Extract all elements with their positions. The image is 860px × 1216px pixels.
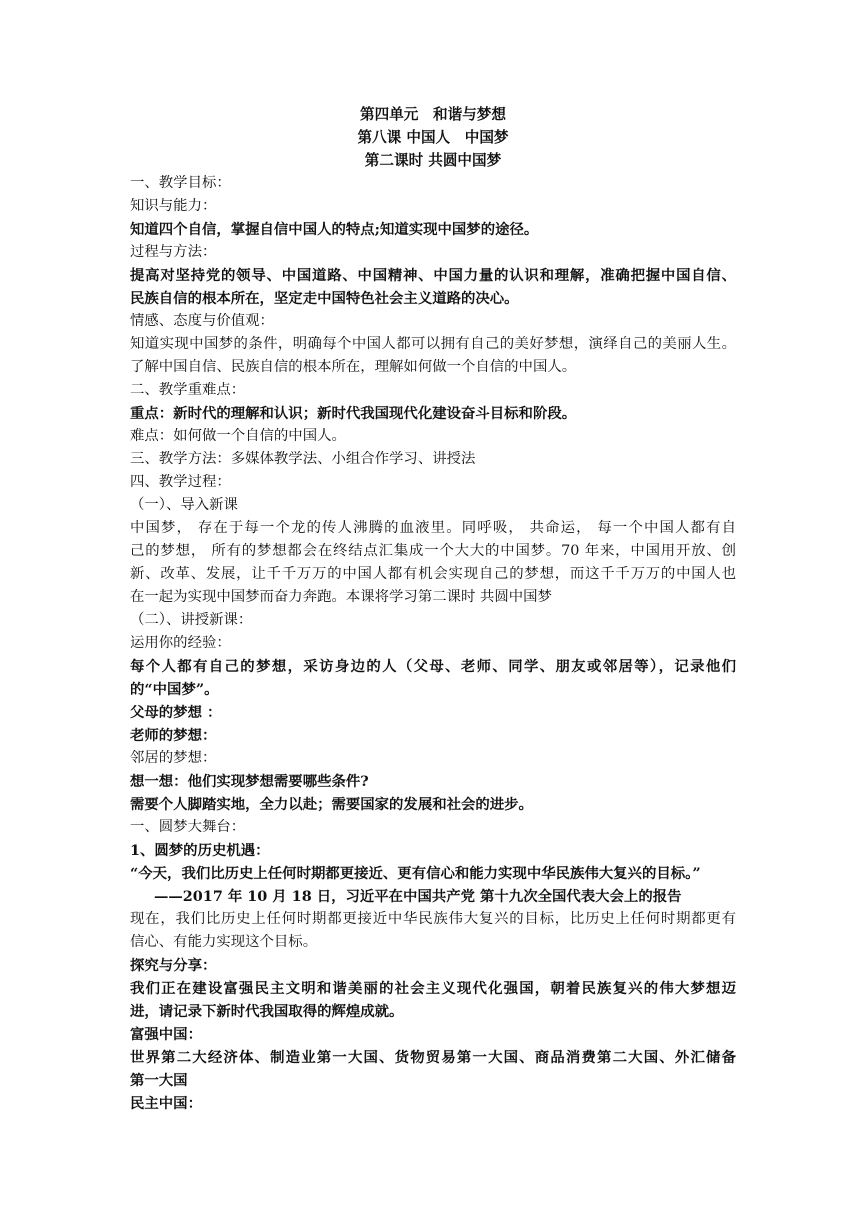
text-line: 了解中国自信、民族自信的根本所在，理解如何做一个自信的中国人。 [130,359,577,375]
text-line: 1、圆梦的历史机遇： [130,842,270,859]
text-line: 四、教学过程： [130,474,231,490]
text-line: 需要个人脚踏实地，全力以赴；需要国家的发展和社会的进步。 [130,796,533,813]
text-line: 二、教学重难点： [130,382,246,398]
text-line: 重点：新时代的理解和认识；新时代我国现代化建设奋斗目标和阶段。 [130,405,577,422]
text-line: 第一大国 [130,1072,188,1089]
text-line: 运用你的经验： [130,635,231,651]
text-line: 想一想：他们实现梦想需要哪些条件? [130,773,369,790]
text-line: 民族自信的根本所在，坚定走中国特色社会主义道路的决心。 [130,290,519,307]
text-line: 我们正在建设富强民主文明和谐美丽的社会主义现代化强国，朝着民族复兴的伟大梦想迈 [130,980,736,997]
text-line: 老师的梦想： [130,727,217,744]
text-line: 提高对坚持党的领导、中国道路、中国精神、中国力量的认识和理解，准确把握中国自信、 [130,267,736,284]
text-line: 知识与能力： [130,198,217,214]
text-line: 的“中国梦”。 [130,681,219,698]
text-line: 民主中国： [130,1095,202,1112]
text-line: “今天，我们比历史上任何时期都更接近、更有信心和能力实现中华民族伟大复兴的目标。” [130,865,701,882]
text-line: 一、教学目标： [130,175,231,191]
text-line: 邻居的梦想： [130,750,217,766]
text-line: 富强中国： [130,1026,202,1043]
unit-title: 第四单元 和谐与梦想 [360,106,506,123]
text-line: （一）、导入新课 [130,497,238,513]
text-line: 过程与方法： [130,244,217,260]
text-line: ——2017 年 10 月 18 日，习近平在中国共产党 第十九次全国代表大会上的报告 [154,888,682,905]
text-line: 情感、态度与价值观： [130,313,274,329]
text-line: 每个人都有自己的梦想，采访身边的人（父母、老师、同学、朋友或邻居等），记录他们 [130,658,736,675]
text-line: 难点：如何做一个自信的中国人。 [130,428,346,444]
text-line: 父母的梦想 ： [130,704,222,721]
text-line: 现在，我们比历史上任何时期都更接近中华民族伟大复兴的目标，比历史上任何时期都更有 [130,911,736,927]
text-line: 己的梦想， 所有的梦想都会在终结点汇集成一个大大的中国梦。70 年来，中国用开放、创 [130,543,736,559]
text-line: 在一起为实现中国梦而奋力奔跑。本课将学习第二课时 共圆中国梦 [130,589,552,605]
text-line: 世界第二大经济体、制造业第一大国、货物贸易第一大国、商品消费第二大国、外汇储备 [130,1049,736,1066]
text-line: 信心、有能力实现这个目标。 [130,934,318,950]
text-line: 新、改革、发展，让千千万万的中国人都有机会实现自己的梦想，而这千千万万的中国人也 [130,566,736,582]
text-line: 一、圆梦大舞台： [130,819,246,835]
text-line: 探究与分享： [130,957,217,974]
text-line: 进，请记录下新时代我国取得的辉煌成就。 [130,1003,404,1020]
document-body [130,172,736,1115]
period-title: 第二课时 共圆中国梦 [364,152,502,169]
text-line: 三、教学方法：多媒体教学法、小组合作学习、讲授法 [130,451,476,467]
text-line: （二）、讲授新课： [130,612,253,628]
text-line: 知道实现中国梦的条件，明确每个中国人都可以拥有自己的美好梦想，演绎自己的美丽人生。 [130,336,736,352]
text-line: 中国梦， 存在于每一个龙的传人沸腾的血液里。同呼吸， 共命运， 每一个中国人都有自 [130,520,736,536]
document-page [130,103,736,1115]
text-line: 知道四个自信，掌握自信中国人的特点;知道实现中国梦的途径。 [130,221,539,238]
lesson-title: 第八课 中国人 中国梦 [357,129,509,146]
